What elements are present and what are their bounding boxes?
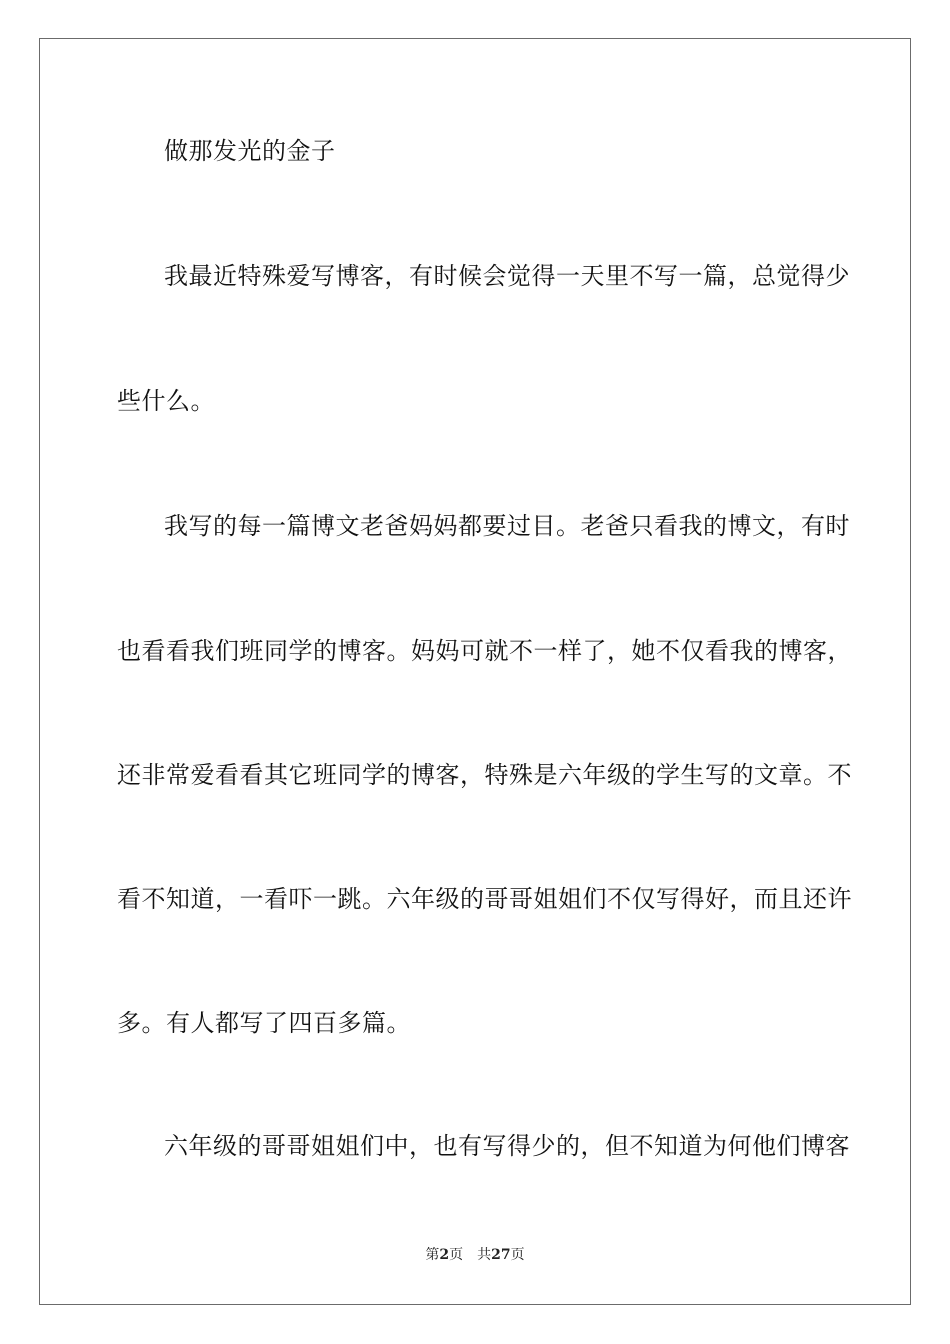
footer-page-prefix: 第 [425, 1247, 440, 1263]
footer-page-suffix: 页 [449, 1247, 464, 1263]
paragraph-line: 也看看我们班同学的博客。妈妈可就不一样了，她不仅看我的博客， [117, 637, 852, 665]
paragraph-line: 我写的每一篇博文老爸妈妈都要过目。老爸只看我的博文，有时 [164, 512, 850, 540]
page-border [39, 38, 911, 1305]
page-footer [0, 1245, 950, 1265]
article-title: 做那发光的金子 [164, 137, 336, 165]
paragraph-line: 多。有人都写了四百多篇。 [117, 1009, 411, 1037]
footer-page-number: 2 [439, 1247, 450, 1263]
paragraph-line: 六年级的哥哥姐姐们中，也有写得少的，但不知道为何他们博客 [164, 1132, 850, 1160]
footer-total-prefix: 共 [477, 1247, 492, 1263]
paragraph-line: 看不知道，一看吓一跳。六年级的哥哥姐姐们不仅写得好，而且还许 [117, 885, 852, 913]
paragraph-line: 些什么。 [117, 387, 215, 415]
paragraph-line: 我最近特殊爱写博客，有时候会觉得一天里不写一篇，总觉得少 [164, 262, 850, 290]
footer-total-pages: 27 [491, 1247, 511, 1263]
paragraph-line: 还非常爱看看其它班同学的博客，特殊是六年级的学生写的文章。不 [117, 761, 852, 789]
footer-total-suffix: 页 [510, 1247, 525, 1263]
